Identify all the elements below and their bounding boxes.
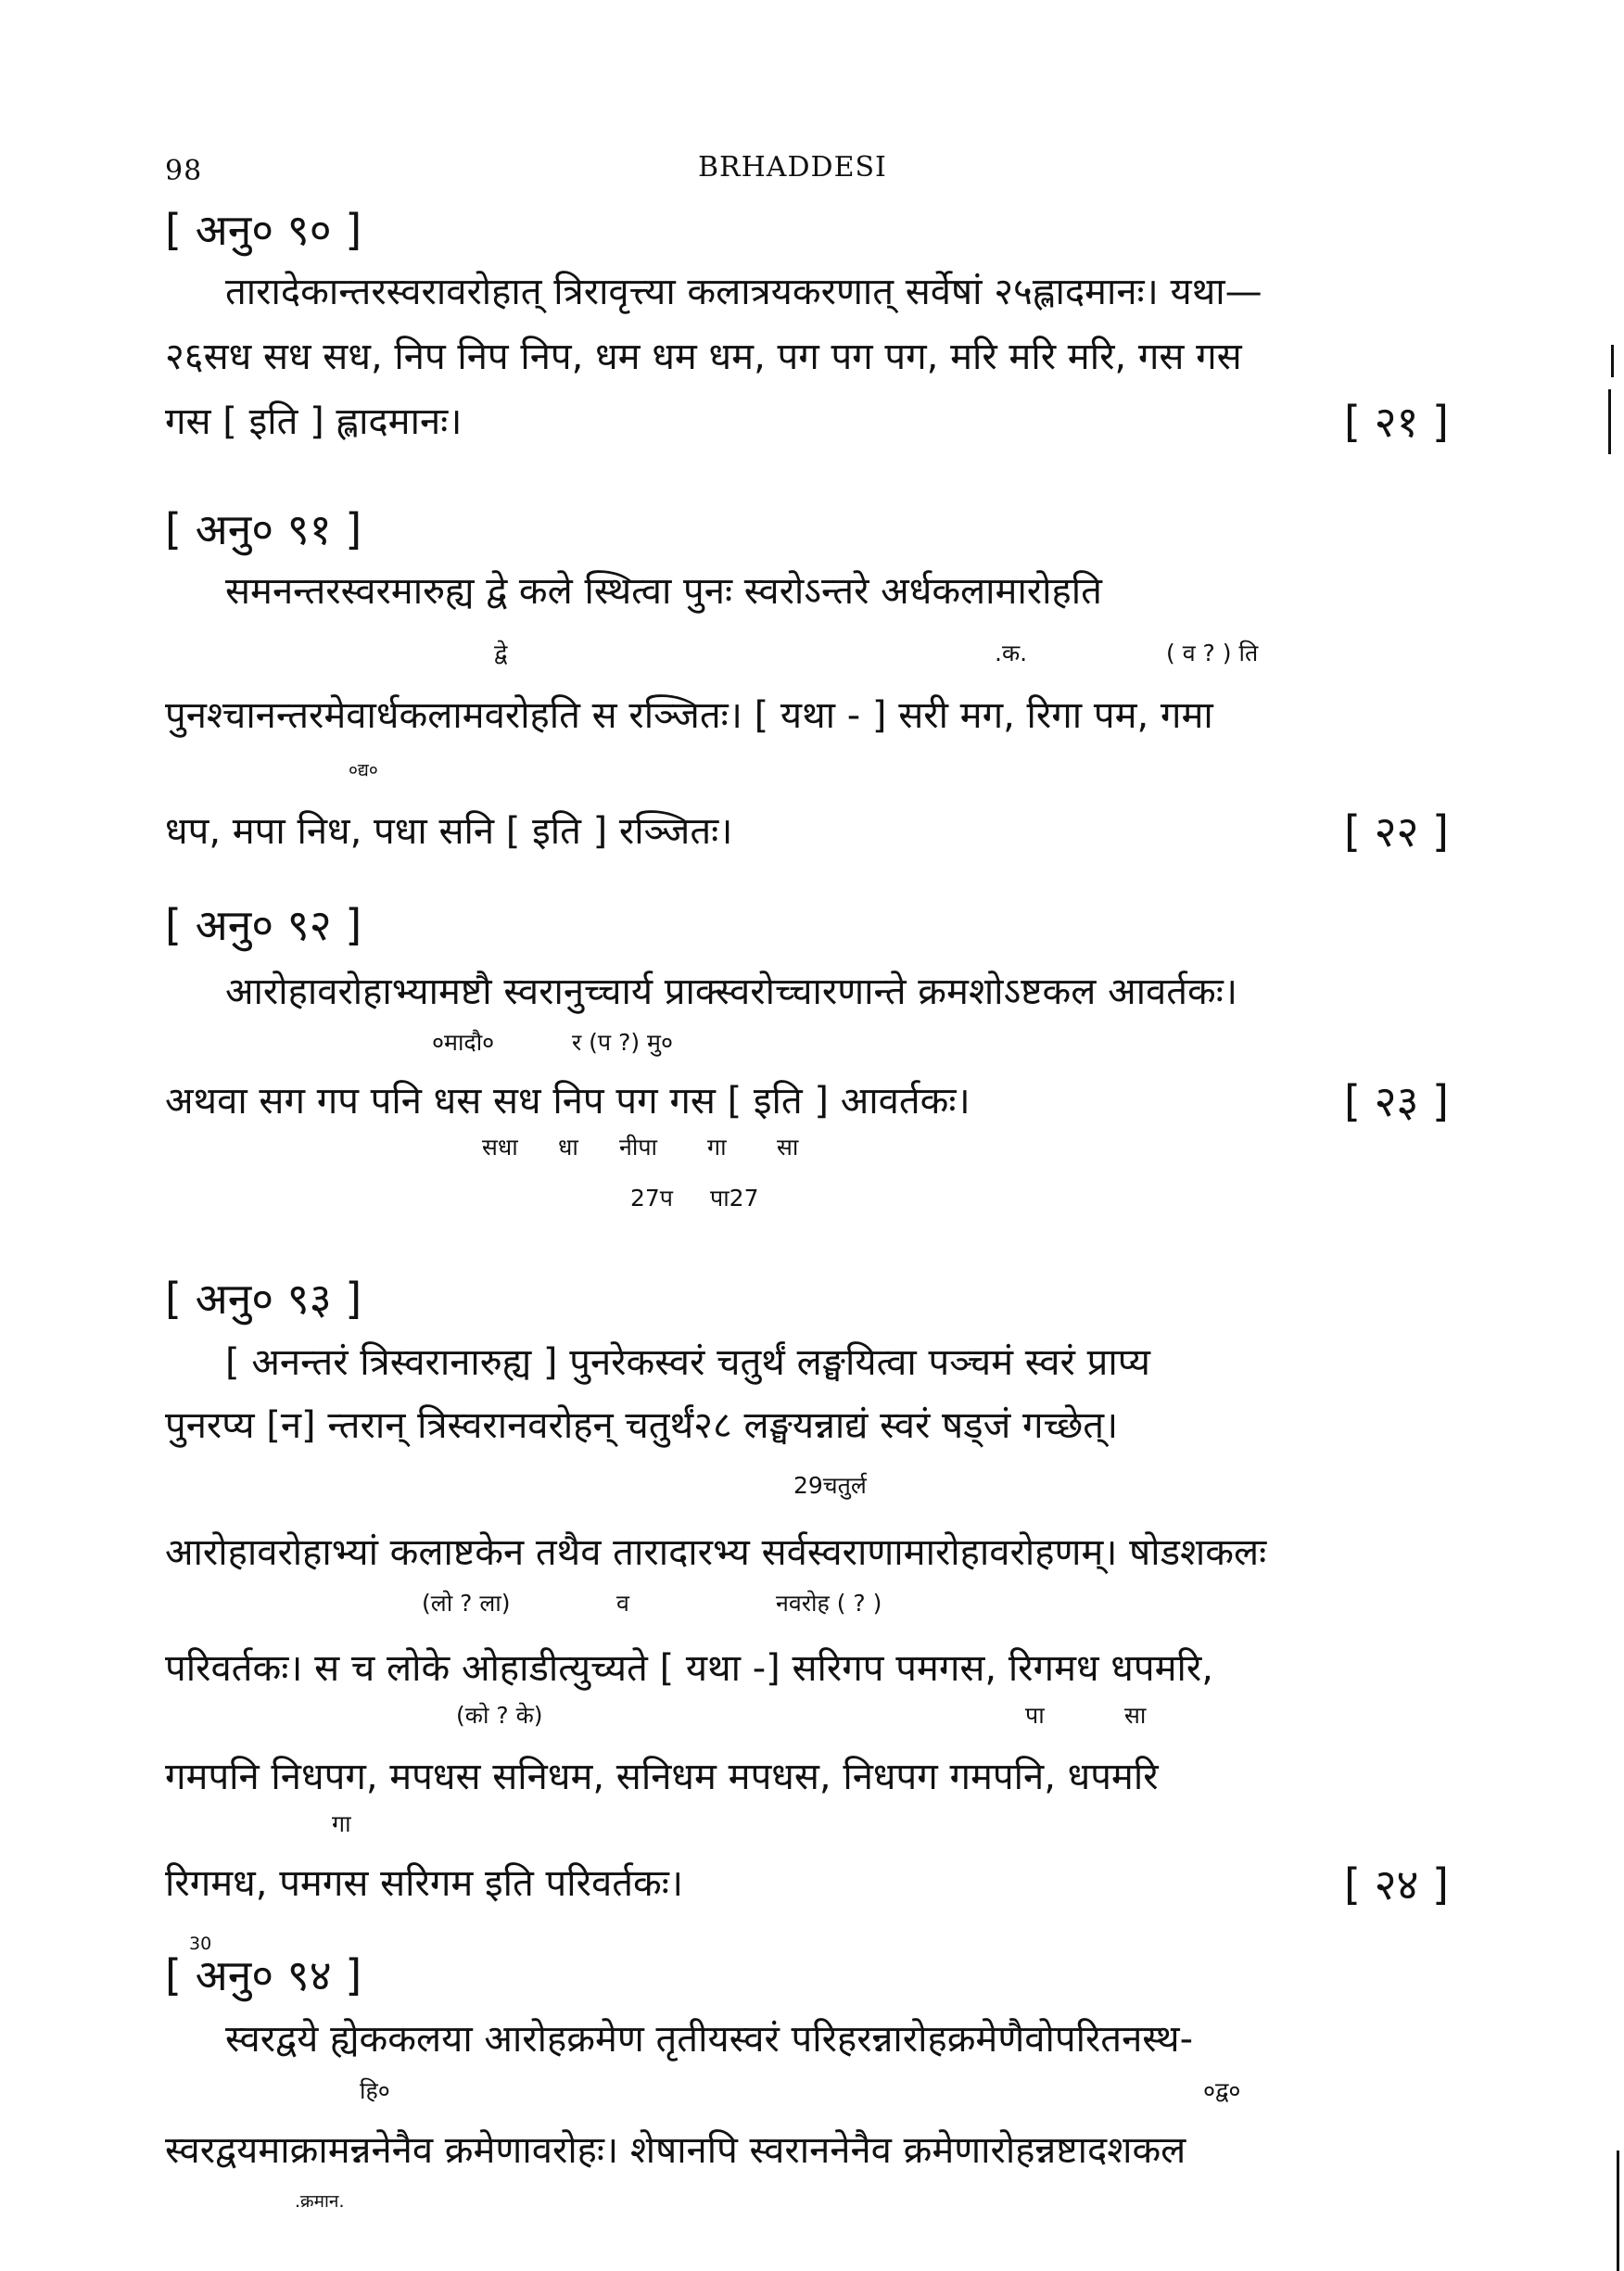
text-line: रिगमध, पमगस सरिगम इति परिवर्तकः। xyxy=(165,1862,683,1905)
variant-reading: सधा xyxy=(482,1134,518,1161)
variant-reading: नीपा xyxy=(619,1134,658,1161)
variant-reading: पा xyxy=(1025,1702,1045,1729)
variant-reading: सा xyxy=(777,1134,799,1161)
text-line: पुनश्चानन्तरमेवार्धकलामवरोहति स रञ्जितः। [ यथा - ] सरी मग, रिगा पम, गमा xyxy=(165,694,1213,737)
variant-reading: .क्रमान. xyxy=(295,2191,345,2212)
section-heading-92: [ अनु० ९२ ] xyxy=(165,900,362,950)
text-line: गस [ इति ] ह्लादमानः। xyxy=(165,400,463,443)
variant-reading: र (प ?) मु० xyxy=(572,1029,673,1056)
variant-reading: ०द्य० xyxy=(349,760,378,780)
text-line: [ अनन्तरं त्रिस्वरानारुह्य ] पुनरेकस्वरं चतुर्थं लङ्घयित्वा पञ्चमं स्वरं प्राप्य xyxy=(225,1341,1150,1384)
text-line: समनन्तरस्वरमारुह्य द्वे कले स्थित्वा पुनः स्वरोऽन्तरे अर्धकलामारोहति xyxy=(225,570,1102,613)
verse-number-23: [ २३ ] xyxy=(1344,1076,1449,1126)
verse-number-24: [ २४ ] xyxy=(1344,1859,1449,1909)
text-line: अथवा सग गप पनि धस सध निप पग गस [ इति ] आवर्तकः। xyxy=(165,1080,971,1123)
variant-reading: ०द्व० xyxy=(1203,2077,1241,2104)
variant-reading: हि० xyxy=(360,2077,390,2104)
variant-reading: व xyxy=(616,1590,629,1617)
text-line: स्वरद्वयमाक्रामन्ननेनैव क्रमेणावरोहः। शेषानपि स्वराननेनैव क्रमेणारोहन्नष्टादशकल xyxy=(165,2129,1186,2172)
variant-reading: 27प xyxy=(630,1185,674,1212)
text-line: धप, मपा निध, पधा सनि [ इति ] रञ्जितः। xyxy=(165,810,733,853)
page-number: 98 xyxy=(165,155,203,187)
variant-reading: गा xyxy=(332,1810,351,1837)
text-line: स्वरद्वये ह्येककलया आरोहक्रमेण तृतीयस्वरं परिहरन्नारोहक्रमेणैवोपरितनस्थ- xyxy=(225,2018,1194,2061)
text-line: परिवर्तकः। स च लोके ओहाडीत्युच्यते [ यथा -] सरिगप पमगस, रिगमध धपमरि, xyxy=(165,1647,1213,1690)
section-heading-93: [ अनु० ९३ ] xyxy=(165,1274,362,1324)
variant-reading: धा xyxy=(558,1134,578,1161)
variant-reading: सा xyxy=(1124,1702,1147,1729)
scan-edge-mark xyxy=(1611,345,1614,377)
variant-reading: ०मादौ० xyxy=(432,1029,495,1056)
variant-reading: ( व ? ) ति xyxy=(1166,640,1259,666)
running-title: BRHADDESI xyxy=(698,151,887,184)
variant-reading: .क. xyxy=(995,640,1028,666)
verse-number-21: [ २१ ] xyxy=(1344,397,1449,447)
variant-reading: (को ? के) xyxy=(456,1702,543,1729)
scan-edge-mark xyxy=(1617,2150,1619,2271)
text-line: तारादेकान्तरस्वरावरोहात् त्रिरावृत्त्या कलात्रयकरणात् सर्वेषां २५ह्लादमानः। यथा— xyxy=(225,271,1262,313)
footnote-mark: 30 xyxy=(189,1934,212,1954)
section-heading-94: [ अनु० ९४ ] xyxy=(165,1950,362,2000)
scan-edge-mark xyxy=(1608,389,1611,454)
section-heading-91: [ अनु० ९१ ] xyxy=(165,504,362,554)
variant-reading: द्वे xyxy=(494,640,508,666)
text-line: आरोहावरोहाभ्यां कलाष्टकेन तथैव तारादारभ्य सर्वस्वराणामारोहावरोहणम्। षोडशकलः xyxy=(165,1531,1267,1574)
text-line: पुनरप्य [न] न्तरान् त्रिस्वरानवरोहन् चतुर्थं२८ लङ्घयन्नाद्यं स्वरं षड्जं गच्छेत्। xyxy=(165,1404,1119,1447)
section-heading-90: [ अनु० ९० ] xyxy=(165,205,362,255)
variant-reading: 29चतुर्ल xyxy=(793,1472,867,1499)
verse-number-22: [ २२ ] xyxy=(1344,806,1449,856)
variant-reading: गा xyxy=(707,1134,727,1161)
variant-reading: पा27 xyxy=(710,1185,759,1212)
variant-reading: (लो ? ला) xyxy=(422,1590,511,1617)
variant-reading: नवरोह ( ? ) xyxy=(776,1590,882,1617)
text-line: २६सध सध सध, निप निप निप, धम धम धम, पग पग पग, मरि मरि मरि, गस गस xyxy=(165,336,1242,378)
text-line: आरोहावरोहाभ्यामष्टौ स्वरानुच्चार्य प्राक्स्वरोच्चारणान्ते क्रमशोऽष्टकल आवर्तकः। xyxy=(225,971,1237,1013)
text-line: गमपनि निधपग, मपधस सनिधम, सनिधम मपधस, निधपग गमपनि, धपमरि xyxy=(165,1756,1159,1798)
